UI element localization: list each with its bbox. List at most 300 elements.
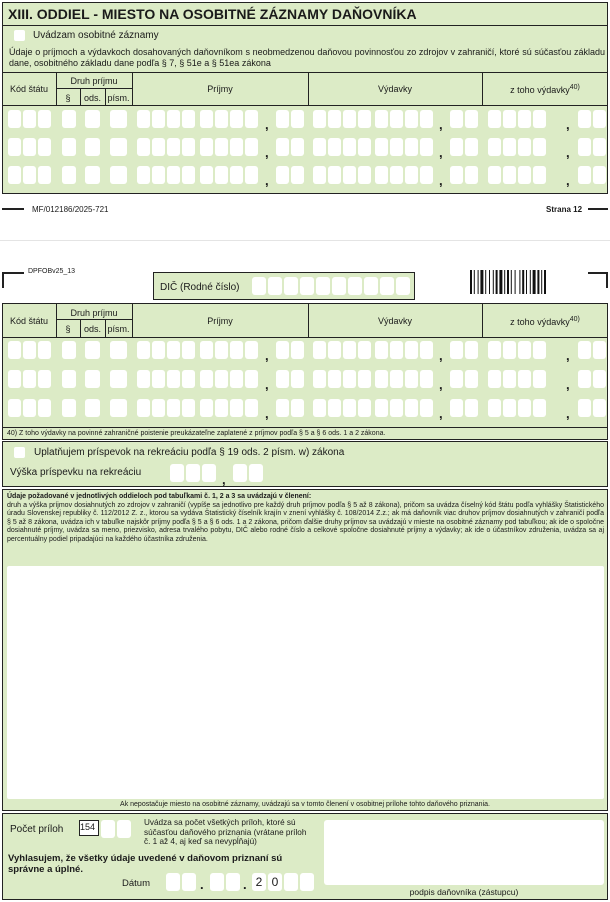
barcode bbox=[470, 270, 570, 294]
expenses-decimal-box[interactable] bbox=[465, 370, 478, 388]
corner-right bbox=[588, 272, 608, 274]
expenses-box[interactable] bbox=[313, 341, 326, 359]
of-which-decimal-box[interactable] bbox=[578, 138, 591, 156]
income-box[interactable] bbox=[137, 399, 150, 417]
dic-label: DIČ (Rodné číslo) bbox=[160, 282, 240, 293]
income-box[interactable] bbox=[167, 370, 180, 388]
expenses-decimal-box[interactable] bbox=[450, 399, 463, 417]
recreation-digit-box[interactable] bbox=[186, 464, 200, 482]
attachments-box3[interactable] bbox=[117, 820, 131, 838]
barcode-bar bbox=[526, 270, 527, 294]
declaration: Vyhlasujem, že všetky údaje uvedené v daňovom priznaní sú správne a úplné. bbox=[8, 853, 283, 875]
income-box[interactable] bbox=[152, 110, 165, 128]
of-which-box[interactable] bbox=[518, 399, 531, 417]
income-box[interactable] bbox=[230, 399, 243, 417]
expenses-box[interactable] bbox=[420, 370, 433, 388]
form-ref: MF/012186/2025-721 bbox=[32, 205, 109, 214]
income-decimal-box[interactable] bbox=[291, 399, 304, 417]
p12-bottom-line-left bbox=[2, 208, 24, 210]
of-which-box[interactable] bbox=[518, 370, 531, 388]
expenses-box[interactable] bbox=[358, 341, 371, 359]
ods-box[interactable] bbox=[85, 138, 100, 156]
recreation-digit-box[interactable] bbox=[170, 464, 184, 482]
recreation-amount-label: Výška príspevku na rekreáciu bbox=[10, 467, 142, 478]
income-box[interactable] bbox=[215, 341, 228, 359]
recreation-decimal-box[interactable] bbox=[249, 464, 263, 482]
expenses-box[interactable] bbox=[390, 138, 403, 156]
of-which-box[interactable] bbox=[533, 399, 546, 417]
country-code-box[interactable] bbox=[8, 166, 21, 184]
paragraph-box[interactable] bbox=[62, 341, 76, 359]
expenses-box[interactable] bbox=[313, 110, 326, 128]
income-box[interactable] bbox=[152, 370, 165, 388]
income-box[interactable] bbox=[200, 370, 213, 388]
decimal-comma: , bbox=[439, 377, 443, 392]
expenses-box[interactable] bbox=[328, 399, 341, 417]
income-box[interactable] bbox=[137, 138, 150, 156]
attachments-box2[interactable] bbox=[101, 820, 115, 838]
of-which-box[interactable] bbox=[533, 110, 546, 128]
barcode-bar bbox=[544, 270, 546, 294]
of-which-box[interactable] bbox=[488, 138, 501, 156]
date-month-box[interactable] bbox=[226, 873, 240, 891]
ods-box[interactable] bbox=[85, 341, 100, 359]
dic-digit-box[interactable] bbox=[284, 277, 298, 295]
country-code-box[interactable] bbox=[38, 110, 51, 128]
income-box[interactable] bbox=[245, 166, 258, 184]
paragraph-box[interactable] bbox=[62, 399, 76, 417]
income-box[interactable] bbox=[137, 341, 150, 359]
country-code-box[interactable] bbox=[38, 341, 51, 359]
income-box[interactable] bbox=[245, 110, 258, 128]
intro-text: Údaje o príjmoch a výdavkoch dosahovaných daňovníkom s neobmedzenou daňovou povinnosťou zo zdrojov v zahraničí, ktoré sú súčasťou základu dane, osobitného základu dane podľa § 7, § 51e a § 51ea zákona bbox=[9, 47, 605, 68]
col-ods: ods. bbox=[83, 93, 101, 103]
recreation-decimal-box[interactable] bbox=[233, 464, 247, 482]
barcode-bar bbox=[504, 270, 505, 294]
signature-box[interactable] bbox=[324, 820, 604, 885]
expenses-box[interactable] bbox=[375, 138, 388, 156]
decimal-comma: , bbox=[222, 472, 226, 487]
expenses-decimal-box[interactable] bbox=[465, 341, 478, 359]
col-ods: ods. bbox=[83, 324, 101, 334]
income-box[interactable] bbox=[200, 110, 213, 128]
ods-box[interactable] bbox=[85, 110, 100, 128]
income-box[interactable] bbox=[230, 138, 243, 156]
dic-digit-box[interactable] bbox=[316, 277, 330, 295]
income-box[interactable] bbox=[152, 341, 165, 359]
expenses-box[interactable] bbox=[390, 110, 403, 128]
of-which-decimal-box[interactable] bbox=[578, 166, 591, 184]
barcode-bar bbox=[485, 270, 486, 294]
decimal-comma: , bbox=[439, 117, 443, 132]
decimal-comma: , bbox=[566, 348, 570, 363]
expenses-box[interactable] bbox=[420, 166, 433, 184]
expenses-decimal-box[interactable] bbox=[465, 399, 478, 417]
income-box[interactable] bbox=[137, 110, 150, 128]
income-box[interactable] bbox=[200, 399, 213, 417]
ods-box[interactable] bbox=[85, 166, 100, 184]
of-which-box[interactable] bbox=[518, 110, 531, 128]
of-which-box[interactable] bbox=[518, 166, 531, 184]
income-decimal-box[interactable] bbox=[276, 341, 289, 359]
of-which-box[interactable] bbox=[488, 110, 501, 128]
year-digit: 0 bbox=[271, 875, 279, 889]
date-label: Dátum bbox=[122, 878, 150, 889]
expenses-box[interactable] bbox=[313, 138, 326, 156]
date-year-box[interactable] bbox=[300, 873, 314, 891]
decimal-comma: , bbox=[439, 348, 443, 363]
date-dot: . bbox=[243, 877, 247, 892]
pism-box[interactable] bbox=[110, 138, 127, 156]
of-which-box[interactable] bbox=[533, 370, 546, 388]
expenses-box[interactable] bbox=[405, 166, 418, 184]
expenses-box[interactable] bbox=[343, 341, 356, 359]
of-which-box[interactable] bbox=[533, 138, 546, 156]
barcode-bar bbox=[530, 270, 531, 294]
barcode-bar bbox=[478, 270, 479, 294]
expenses-box[interactable] bbox=[313, 166, 326, 184]
expenses-box[interactable] bbox=[358, 138, 371, 156]
col-expenses: Výdavky bbox=[377, 84, 412, 94]
decimal-comma: , bbox=[265, 348, 269, 363]
expenses-box[interactable] bbox=[375, 370, 388, 388]
of-which-box[interactable] bbox=[488, 399, 501, 417]
expenses-box[interactable] bbox=[405, 341, 418, 359]
barcode-bar bbox=[499, 270, 502, 294]
of-which-decimal-box[interactable] bbox=[578, 370, 591, 388]
expenses-box[interactable] bbox=[405, 110, 418, 128]
of-which-box[interactable] bbox=[503, 370, 516, 388]
barcode-bar bbox=[522, 270, 524, 294]
income-box[interactable] bbox=[167, 110, 180, 128]
pism-box[interactable] bbox=[110, 341, 127, 359]
barcode-bar bbox=[470, 270, 472, 294]
barcode-bar bbox=[537, 270, 539, 294]
of-which-decimal-box[interactable] bbox=[593, 166, 606, 184]
income-box[interactable] bbox=[182, 138, 195, 156]
year-digit: 2 bbox=[255, 875, 263, 889]
col-country: Kód štátu bbox=[9, 84, 49, 94]
income-box[interactable] bbox=[215, 370, 228, 388]
date-day-box[interactable] bbox=[182, 873, 196, 891]
ods-box[interactable] bbox=[85, 370, 100, 388]
expenses-box[interactable] bbox=[375, 399, 388, 417]
expenses-box[interactable] bbox=[405, 138, 418, 156]
expenses-box[interactable] bbox=[390, 166, 403, 184]
income-box[interactable] bbox=[200, 341, 213, 359]
income-box[interactable] bbox=[230, 341, 243, 359]
decimal-comma: , bbox=[265, 377, 269, 392]
expenses-box[interactable] bbox=[343, 110, 356, 128]
expenses-box[interactable] bbox=[328, 370, 341, 388]
income-decimal-box[interactable] bbox=[291, 370, 304, 388]
expenses-box[interactable] bbox=[328, 341, 341, 359]
expenses-decimal-box[interactable] bbox=[465, 166, 478, 184]
of-which-box[interactable] bbox=[533, 341, 546, 359]
col-income-type: Druh príjmu bbox=[70, 76, 118, 86]
income-box[interactable] bbox=[200, 166, 213, 184]
dic-digit-box[interactable] bbox=[300, 277, 314, 295]
country-code-box[interactable] bbox=[38, 138, 51, 156]
income-decimal-box[interactable] bbox=[291, 341, 304, 359]
income-box[interactable] bbox=[182, 370, 195, 388]
col-of-which: z toho výdavky$^{40)}$ bbox=[510, 84, 580, 95]
expenses-box[interactable] bbox=[405, 399, 418, 417]
country-code-box[interactable] bbox=[23, 341, 36, 359]
attachments-label: Počet príloh bbox=[10, 824, 64, 835]
col-expenses: Výdavky bbox=[377, 316, 412, 326]
expenses-decimal-box[interactable] bbox=[450, 370, 463, 388]
decimal-comma: , bbox=[439, 406, 443, 421]
expenses-box[interactable] bbox=[358, 399, 371, 417]
income-box[interactable] bbox=[167, 341, 180, 359]
expenses-decimal-box[interactable] bbox=[450, 341, 463, 359]
decimal-comma: , bbox=[265, 406, 269, 421]
notes-footer: Ak nepostačuje miesto na osobitné záznamy, uvádzajú sa v tomto členení v osobitnej prílohe tohto daňového priznania. bbox=[120, 801, 490, 808]
barcode-bar bbox=[507, 270, 509, 294]
of-which-decimal-box[interactable] bbox=[593, 341, 606, 359]
income-box[interactable] bbox=[200, 138, 213, 156]
dic-digit-box[interactable] bbox=[364, 277, 378, 295]
col-of-which: z toho výdavky$^{40)}$ bbox=[510, 316, 580, 327]
corner-left bbox=[2, 272, 24, 274]
of-which-box[interactable] bbox=[503, 166, 516, 184]
paragraph-box[interactable] bbox=[62, 138, 76, 156]
income-decimal-box[interactable] bbox=[276, 138, 289, 156]
expenses-box[interactable] bbox=[420, 341, 433, 359]
income-box[interactable] bbox=[230, 110, 243, 128]
income-decimal-box[interactable] bbox=[291, 138, 304, 156]
dic-digit-box[interactable] bbox=[268, 277, 282, 295]
decimal-comma: , bbox=[439, 173, 443, 188]
expenses-box[interactable] bbox=[375, 110, 388, 128]
income-decimal-box[interactable] bbox=[291, 166, 304, 184]
col-income: Príjmy bbox=[207, 316, 233, 326]
income-box[interactable] bbox=[245, 370, 258, 388]
expenses-box[interactable] bbox=[390, 399, 403, 417]
barcode-bar bbox=[474, 270, 475, 294]
expenses-box[interactable] bbox=[328, 138, 341, 156]
dic-digit-box[interactable] bbox=[380, 277, 394, 295]
dic-digit-box[interactable] bbox=[252, 277, 266, 295]
expenses-decimal-box[interactable] bbox=[465, 110, 478, 128]
expenses-box[interactable] bbox=[405, 370, 418, 388]
income-box[interactable] bbox=[152, 138, 165, 156]
income-box[interactable] bbox=[215, 166, 228, 184]
col-pism: písm. bbox=[107, 93, 130, 103]
country-code-box[interactable] bbox=[23, 166, 36, 184]
paragraph-box[interactable] bbox=[62, 370, 76, 388]
signature-label: podpis daňovníka (zástupcu) bbox=[409, 887, 519, 897]
expenses-box[interactable] bbox=[358, 370, 371, 388]
paragraph-box[interactable] bbox=[62, 166, 76, 184]
of-which-decimal-box[interactable] bbox=[593, 138, 606, 156]
col-country: Kód štátu bbox=[9, 316, 49, 326]
of-which-box[interactable] bbox=[533, 166, 546, 184]
expenses-box[interactable] bbox=[420, 138, 433, 156]
of-which-decimal-box[interactable] bbox=[578, 110, 591, 128]
barcode-bar bbox=[493, 270, 494, 294]
page-separator bbox=[0, 240, 610, 241]
country-code-box[interactable] bbox=[8, 370, 21, 388]
of-which-box[interactable] bbox=[488, 341, 501, 359]
decimal-comma: , bbox=[566, 145, 570, 160]
recreation-checkbox[interactable] bbox=[14, 447, 25, 458]
expenses-box[interactable] bbox=[375, 166, 388, 184]
country-code-box[interactable] bbox=[23, 138, 36, 156]
expenses-box[interactable] bbox=[343, 399, 356, 417]
barcode-bar bbox=[533, 270, 536, 294]
country-code-box[interactable] bbox=[8, 110, 21, 128]
attachments-value: 154 bbox=[80, 822, 96, 832]
decimal-comma: , bbox=[265, 117, 269, 132]
income-box[interactable] bbox=[137, 166, 150, 184]
p12-bottom-line-right bbox=[588, 208, 608, 210]
income-box[interactable] bbox=[230, 370, 243, 388]
expenses-box[interactable] bbox=[328, 166, 341, 184]
dic-digit-box[interactable] bbox=[348, 277, 362, 295]
income-box[interactable] bbox=[167, 399, 180, 417]
decimal-comma: , bbox=[566, 406, 570, 421]
income-box[interactable] bbox=[167, 138, 180, 156]
page-number: Strana 12 bbox=[546, 205, 583, 214]
income-box[interactable] bbox=[152, 166, 165, 184]
dic-digit-box[interactable] bbox=[396, 277, 410, 295]
country-code-box[interactable] bbox=[23, 110, 36, 128]
income-box[interactable] bbox=[230, 166, 243, 184]
income-box[interactable] bbox=[137, 370, 150, 388]
barcode-bar bbox=[519, 270, 520, 294]
expenses-box[interactable] bbox=[358, 110, 371, 128]
income-box[interactable] bbox=[245, 341, 258, 359]
expenses-box[interactable] bbox=[375, 341, 388, 359]
section-title: XIII. ODDIEL - MIESTO NA OSOBITNÉ ZÁZNAMY DAŇOVNÍKA bbox=[8, 6, 417, 22]
country-code-box[interactable] bbox=[8, 399, 21, 417]
col-paragraph: § bbox=[65, 93, 71, 103]
income-box[interactable] bbox=[182, 341, 195, 359]
expenses-decimal-box[interactable] bbox=[450, 110, 463, 128]
date-year-box[interactable] bbox=[284, 873, 298, 891]
income-box[interactable] bbox=[245, 399, 258, 417]
of-which-box[interactable] bbox=[488, 166, 501, 184]
expenses-box[interactable] bbox=[313, 399, 326, 417]
country-code-box[interactable] bbox=[38, 399, 51, 417]
country-code-box[interactable] bbox=[38, 166, 51, 184]
country-code-box[interactable] bbox=[23, 370, 36, 388]
col-pism: písm. bbox=[107, 324, 130, 334]
form-code: DPFOBv25_13 bbox=[28, 268, 76, 275]
expenses-box[interactable] bbox=[313, 370, 326, 388]
income-decimal-box[interactable] bbox=[276, 399, 289, 417]
barcode-bar bbox=[489, 270, 490, 294]
income-box[interactable] bbox=[182, 399, 195, 417]
expenses-box[interactable] bbox=[328, 110, 341, 128]
date-day-box[interactable] bbox=[166, 873, 180, 891]
income-box[interactable] bbox=[182, 110, 195, 128]
dic-digit-box[interactable] bbox=[332, 277, 346, 295]
country-code-box[interactable] bbox=[38, 370, 51, 388]
decimal-comma: , bbox=[566, 173, 570, 188]
recreation-digit-box[interactable] bbox=[202, 464, 216, 482]
of-which-box[interactable] bbox=[518, 341, 531, 359]
date-month-box[interactable] bbox=[210, 873, 224, 891]
col-paragraph: § bbox=[65, 324, 71, 334]
attachments-desc: Uvádza sa počet všetkých príloh, ktoré sú súčasťou daňového priznania (vrátane príloh č. 1 až 4, aj keď sa nevypĺňajú) bbox=[144, 818, 307, 846]
barcode-bar bbox=[515, 270, 516, 294]
expenses-box[interactable] bbox=[420, 110, 433, 128]
date-dot: . bbox=[200, 877, 204, 892]
expenses-box[interactable] bbox=[420, 399, 433, 417]
expenses-decimal-box[interactable] bbox=[450, 166, 463, 184]
income-box[interactable] bbox=[182, 166, 195, 184]
income-decimal-box[interactable] bbox=[276, 370, 289, 388]
notes-body: druh a výška príjmov dosiahnutých zo zdrojov v zahraničí (vypíše sa jednotlivo pre každý druh príjmov podľa § 5 až 8 zákona), pričom sa uvádza číselný kód štátu podľa vyhlášky Štatistického úradu Slovenskej republiky č. 112/2012 Z. z., ktorou sa vydáva Štatistický číselník krajín v znení vyhlášky č. 108/2014 Z.z.; ak má daňovník viac druhov príjmov dosiahnutých v zahraničí podľa § 5 až 8 zákona, uvádza ich v tabuľke najskôr príjmy podľa § 5 a § 6 ods. 1 a 2 zákona, pričom ďalšie druhy príjmov sa uvádzajú v mieste na osobitné záznamy pod tabuľkou; ak ide o spoločne dosiahnuté príjmy, uvádza sa meno, priezvisko, adresa trvalého pobytu, DIČ alebo rodné číslo a celkové spoločne dosiahnuté príjmy a výdavky; ak ide o účastníkov združenia, uvádza sa aj percentuálny podiel pripadajúci na každého účastníka združenia. bbox=[7, 502, 604, 543]
income-box[interactable] bbox=[215, 110, 228, 128]
expenses-box[interactable] bbox=[358, 166, 371, 184]
records-checkbox[interactable] bbox=[14, 30, 25, 41]
of-which-decimal-box[interactable] bbox=[593, 110, 606, 128]
of-which-decimal-box[interactable] bbox=[593, 399, 606, 417]
expenses-box[interactable] bbox=[343, 166, 356, 184]
income-decimal-box[interactable] bbox=[291, 110, 304, 128]
of-which-box[interactable] bbox=[518, 138, 531, 156]
income-box[interactable] bbox=[215, 399, 228, 417]
income-box[interactable] bbox=[215, 138, 228, 156]
title-divider bbox=[2, 25, 608, 26]
notes-textarea[interactable] bbox=[7, 566, 604, 799]
country-code-box[interactable] bbox=[8, 341, 21, 359]
income-box[interactable] bbox=[152, 399, 165, 417]
decimal-comma: , bbox=[439, 145, 443, 160]
notes-heading: Údaje požadované v jednotlivých oddieloch pod tabuľkami č. 1, 2 a 3 sa uvádzajú v členení: bbox=[7, 493, 312, 500]
of-which-decimal-box[interactable] bbox=[578, 399, 591, 417]
of-which-box[interactable] bbox=[503, 110, 516, 128]
pism-box[interactable] bbox=[110, 110, 127, 128]
expenses-box[interactable] bbox=[343, 370, 356, 388]
decimal-comma: , bbox=[566, 377, 570, 392]
pism-box[interactable] bbox=[110, 399, 127, 417]
decimal-comma: , bbox=[566, 117, 570, 132]
of-which-decimal-box[interactable] bbox=[593, 370, 606, 388]
recreation-checkbox-label: Uplatňujem príspevok na rekreáciu podľa § 19 ods. 2 písm. w) zákona bbox=[34, 447, 345, 458]
of-which-box[interactable] bbox=[503, 341, 516, 359]
expenses-decimal-box[interactable] bbox=[465, 138, 478, 156]
barcode-bar bbox=[480, 270, 483, 294]
of-which-box[interactable] bbox=[503, 399, 516, 417]
country-code-box[interactable] bbox=[8, 138, 21, 156]
expenses-box[interactable] bbox=[390, 341, 403, 359]
of-which-decimal-box[interactable] bbox=[578, 341, 591, 359]
pism-box[interactable] bbox=[110, 166, 127, 184]
income-box[interactable] bbox=[167, 166, 180, 184]
expenses-box[interactable] bbox=[390, 370, 403, 388]
country-code-box[interactable] bbox=[23, 399, 36, 417]
pism-box[interactable] bbox=[110, 370, 127, 388]
income-box[interactable] bbox=[245, 138, 258, 156]
income-decimal-box[interactable] bbox=[276, 166, 289, 184]
paragraph-box[interactable] bbox=[62, 110, 76, 128]
of-which-box[interactable] bbox=[488, 370, 501, 388]
col-income: Príjmy bbox=[207, 84, 233, 94]
income-decimal-box[interactable] bbox=[276, 110, 289, 128]
of-which-box[interactable] bbox=[503, 138, 516, 156]
barcode-bar bbox=[541, 270, 542, 294]
footnote-40: 40) Z toho výdavky na povinné zahraničné poistenie preukázateľne zaplatené z príjmov podľa § 5 a § 6 ods. 1 a 2 zákona. bbox=[7, 430, 386, 437]
ods-box[interactable] bbox=[85, 399, 100, 417]
decimal-comma: , bbox=[265, 145, 269, 160]
expenses-box[interactable] bbox=[343, 138, 356, 156]
expenses-decimal-box[interactable] bbox=[450, 138, 463, 156]
